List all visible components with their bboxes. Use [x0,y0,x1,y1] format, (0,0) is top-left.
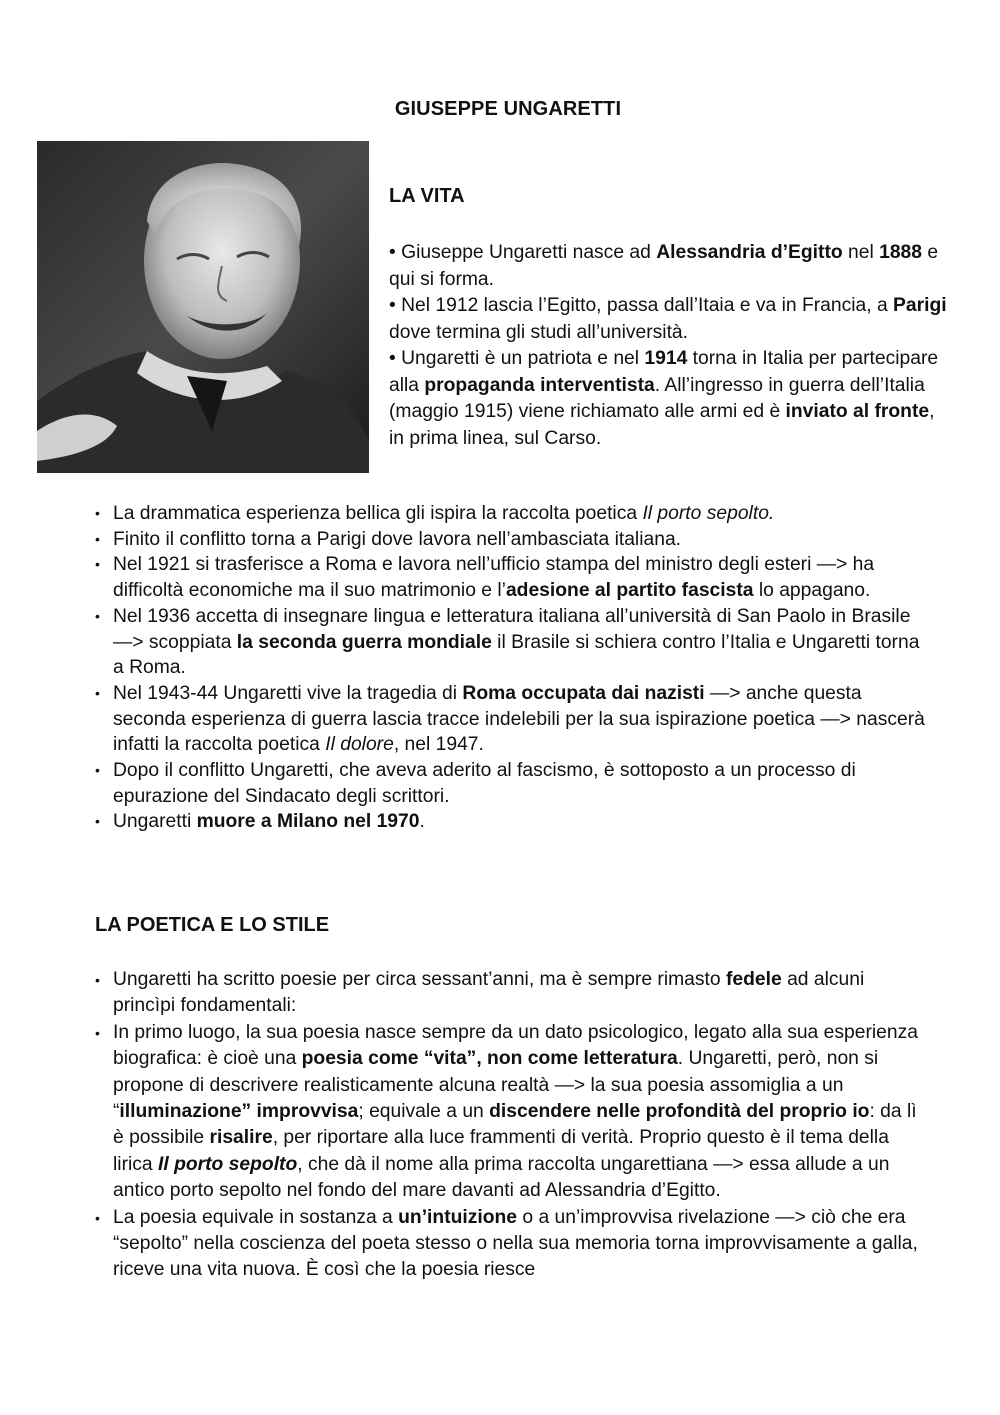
list-item: • La drammatica esperienza bellica gli ispira la raccolta poetica Il porto sepolto. [95,501,925,527]
list-item: • Nel 1943-44 Ungaretti vive la tragedia di Roma occupata dai nazisti —> anche questa seconda esperienza di guerra lascia tracce indelebili per la sua ispirazione poetica —> nascerà infatti la raccolta poetica Il dolore, nel 1947. [95,681,925,758]
vita-intro [389,240,949,452]
section-heading-poetica: LA POETICA E LO STILE [95,914,330,936]
vita-paragraph: • Ungaretti è un patriota e nel 1914 torna in Italia per partecipare alla propaganda interventista. All’ingresso in guerra dell’Italia (maggio 1915) viene richiamato alle armi ed è inviato al fronte, in prima linea, sul Carso. [389,348,939,449]
vita-list [95,501,925,835]
list-item: • Ungaretti ha scritto poesie per circa sessant’anni, ma è sempre rimasto fedele ad alcuni princìpi fondamentali: [95,967,925,1020]
section-heading-vita: LA VITA [389,185,465,207]
list-item: • Nel 1936 accetta di insegnare lingua e letteratura italiana all’università di San Paolo in Brasile —> scoppiata la seconda guerra mondiale il Brasile si schiera contro l’Italia e Ungaretti torna a Roma. [95,604,925,681]
list-item: • In primo luogo, la sua poesia nasce sempre da un dato psicologico, legato alla sua esperienza biografica: è cioè una poesia come “vita”, non come letteratura. Ungaretti, però, non si propone di descrivere realisticamente alcuna realtà —> la sua poesia assomiglia a un “illuminazione” improvvisa; equivale a un discendere nelle profondità del proprio io: da lì è possibile risalire, per riportare alla luce frammenti di verità. Proprio questo è il tema della lirica Il porto sepolto, che dà il nome alla prima raccolta ungarettiana —> essa allude a un antico porto sepolto nel fondo del mare davanti ad Alessandria d’Egitto. [95,1020,925,1205]
vita-paragraph: • Giuseppe Ungaretti nasce ad Alessandria d’Egitto nel 1888 e qui si forma. [389,242,939,290]
list-item: • La poesia equivale in sostanza a un’intuizione o a un’improvvisa rivelazione —> ciò che era “sepolto” nella coscienza del poeta stesso o nella sua memoria torna improvvisamente a galla, riceve una vita nuova. È così che la poesia riesce [95,1205,925,1284]
vita-paragraph: • Nel 1912 lascia l’Egitto, passa dall’Itaia e va in Francia, a Parigi dove termina gli studi all’università. [389,295,947,343]
list-item: • Finito il conflitto torna a Parigi dove lavora nell’ambasciata italiana. [95,527,925,553]
poetica-list [95,967,925,1284]
list-item: • Dopo il conflitto Ungaretti, che aveva aderito al fascismo, è sottoposto a un processo di epurazione del Sindacato degli scrittori. [95,758,925,809]
list-item: • Nel 1921 si trasferisce a Roma e lavora nell’ufficio stampa del ministro degli esteri —> ha difficoltà economiche ma il suo matrimonio e l’adesione al partito fascista lo appagano. [95,552,925,603]
list-item: • Ungaretti muore a Milano nel 1970. [95,809,925,835]
page-title: GIUSEPPE UNGARETTI [394,98,622,120]
portrait-photo [37,141,369,473]
